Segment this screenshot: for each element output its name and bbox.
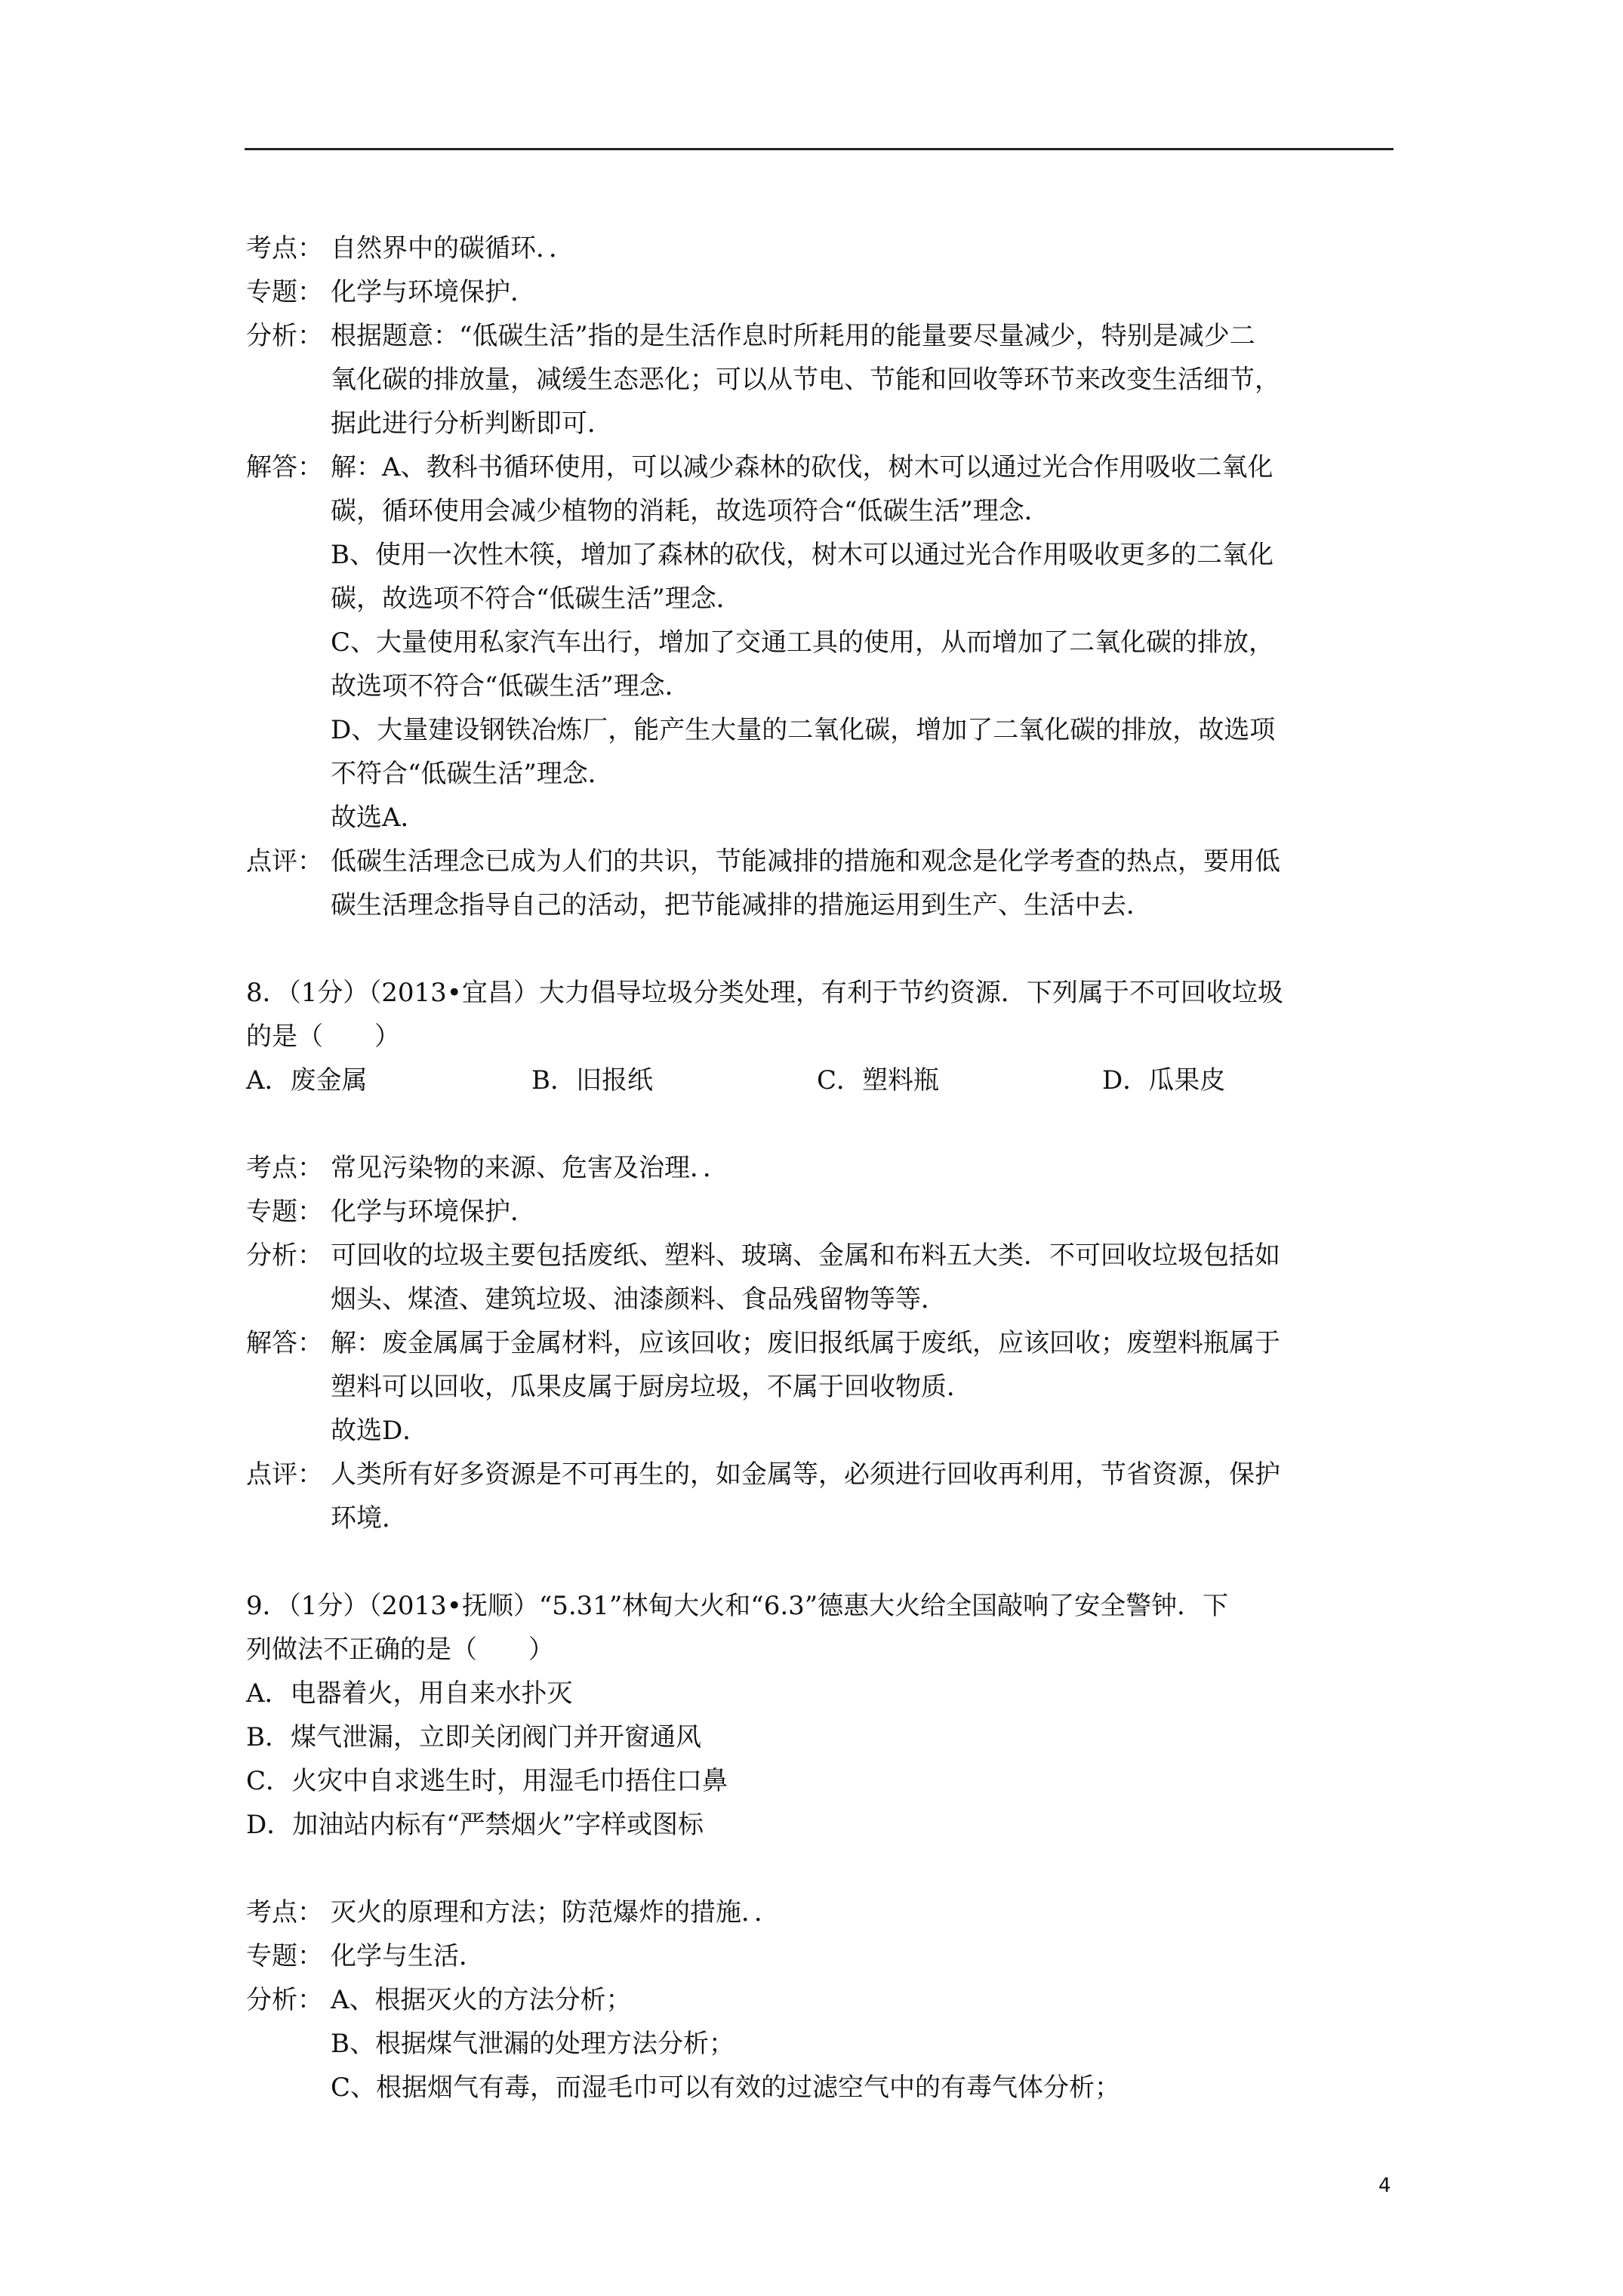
- section-label: 分析：: [246, 1240, 323, 1271]
- text-line: 据此进行分析判断即可．: [331, 408, 613, 439]
- text-line: A、根据灭火的方法分析；: [331, 1985, 632, 2015]
- q8-stem: [246, 971, 1397, 1059]
- text-line: B、使用一次性木筷，增加了森林的砍伐，树木可以通过光合作用吸收更多的二氧化: [331, 540, 1273, 570]
- option-a: A．电器着火，用自来水扑灭: [246, 1678, 573, 1709]
- text-line: 解：废金属属于金属材料，应该回收；废旧报纸属于废纸，应该回收；废塑料瓶属于: [331, 1328, 1280, 1358]
- option-d: D．瓜果皮: [1102, 1065, 1226, 1096]
- header-rule: [245, 148, 1394, 150]
- text-line: 不符合“低碳生活”理念．: [331, 759, 614, 789]
- option-c: C．火灾中自求逃生时，用湿毛巾捂住口鼻: [246, 1766, 728, 1796]
- text-line: 可回收的垃圾主要包括废纸、塑料、玻璃、金属和布料五大类．不可回收垃圾包括如: [331, 1240, 1280, 1271]
- text-line: 塑料可以回收，瓜果皮属于厨房垃圾，不属于回收物质．: [331, 1372, 972, 1402]
- option-b: B．煤气泄漏，立即关闭阀门并开窗通风: [246, 1722, 701, 1752]
- option-a: A．废金属: [246, 1065, 368, 1096]
- q9-kaodian: [246, 1891, 1397, 1934]
- q7-zhuanti: [246, 270, 1397, 314]
- q9-fenxi: [246, 1978, 1397, 2110]
- text-line: 解：A、教科书循环使用，可以减少森林的砍伐，树木可以通过光合作用吸收二氧化: [331, 452, 1273, 482]
- text-line: 碳，循环使用会减少植物的消耗，故选项符合“低碳生活”理念．: [331, 496, 1050, 526]
- option-c: C．塑料瓶: [817, 1065, 940, 1096]
- q8-dianping: [246, 1453, 1397, 1540]
- text-line: 故选D．: [331, 1416, 429, 1446]
- q7-jieda: [246, 445, 1397, 840]
- q9-stem: [246, 1584, 1397, 1672]
- text-line: D、大量建设钢铁冶炼厂，能产生大量的二氧化碳，增加了二氧化碳的排放，故选项: [331, 715, 1276, 745]
- q8-jieda: [246, 1321, 1397, 1453]
- option-d: D．加油站内标有“严禁烟火”字样或图标: [246, 1810, 704, 1840]
- text-line: 人类所有好多资源是不可再生的，如金属等，必须进行回收再利用，节省资源，保护: [331, 1459, 1280, 1490]
- question-stem-line: 列做法不正确的是（ ）: [246, 1635, 554, 1665]
- section-label: 专题：: [246, 1197, 323, 1227]
- page-number: 4: [1378, 2174, 1391, 2197]
- q7-kaodian: [246, 227, 1397, 270]
- question-stem-line: 的是（ ）: [246, 1022, 400, 1052]
- section-text: 自然界中的碳循环．．: [331, 233, 574, 264]
- section-label: 解答：: [246, 452, 323, 482]
- section-text: 化学与生活．: [331, 1941, 485, 1971]
- question-stem-line: 9．（1分）（2013•抚顺）“5.31”林甸大火和“6.3”德惠大火给全国敲响了安全警钟．下: [246, 1591, 1229, 1621]
- section-label: 点评：: [246, 846, 323, 877]
- section-text: 常见污染物的来源、危害及治理．．: [331, 1153, 728, 1183]
- q8-options: [246, 1059, 1397, 1102]
- q8-zhuanti: [246, 1190, 1397, 1234]
- page-content: [246, 227, 1397, 2110]
- text-line: 环境．: [331, 1503, 408, 1533]
- question-stem-line: 8．（1分）（2013•宜昌）大力倡导垃圾分类处理，有利于节约资源．下列属于不可回收垃圾: [246, 978, 1283, 1008]
- section-label: 专题：: [246, 277, 323, 307]
- text-line: C、大量使用私家汽车出行，增加了交通工具的使用，从而增加了二氧化碳的排放，: [331, 627, 1275, 658]
- text-line: 氧化碳的排放量，减缓生态恶化；可以从节电、节能和回收等环节来改变生活细节，: [331, 365, 1280, 395]
- q8-fenxi: [246, 1234, 1397, 1321]
- text-line: 碳，故选项不符合“低碳生活”理念．: [331, 584, 742, 614]
- section-label: 专题：: [246, 1941, 323, 1971]
- text-line: C、根据烟气有毒，而湿毛巾可以有效的过滤空气中的有毒气体分析；: [331, 2073, 1121, 2103]
- section-text: 灭火的原理和方法；防范爆炸的措施．．: [331, 1897, 780, 1928]
- q7-dianping: [246, 840, 1397, 927]
- q7-fenxi: [246, 314, 1397, 445]
- text-line: 根据题意：“低碳生活”指的是生活作息时所耗用的能量要尽量减少，特别是减少二: [331, 321, 1255, 351]
- section-text: 化学与环境保护．: [331, 1197, 536, 1227]
- section-label: 点评：: [246, 1459, 323, 1490]
- section-label: 解答：: [246, 1328, 323, 1358]
- section-label: 分析：: [246, 321, 323, 351]
- text-line: 故选项不符合“低碳生活”理念．: [331, 671, 691, 701]
- q9-zhuanti: [246, 1934, 1397, 1978]
- text-line: 烟头、煤渣、建筑垃圾、油漆颜料、食品残留物等等．: [331, 1284, 947, 1314]
- section-text: 化学与环境保护．: [331, 277, 536, 307]
- text-line: 碳生活理念指导自己的活动，把节能减排的措施运用到生产、生活中去．: [331, 890, 1152, 920]
- section-label: 考点：: [246, 1153, 323, 1183]
- text-line: 低碳生活理念已成为人们的共识，节能减排的措施和观念是化学考查的热点，要用低: [331, 846, 1280, 877]
- q9-options: [246, 1672, 1397, 1847]
- section-label: 考点：: [246, 233, 323, 264]
- q8-kaodian: [246, 1146, 1397, 1190]
- text-line: B、根据煤气泄漏的处理方法分析；: [331, 2029, 735, 2059]
- section-label: 分析：: [246, 1985, 323, 2015]
- text-line: 故选A．: [331, 803, 427, 833]
- option-b: B．旧报纸: [531, 1065, 653, 1096]
- section-label: 考点：: [246, 1897, 323, 1928]
